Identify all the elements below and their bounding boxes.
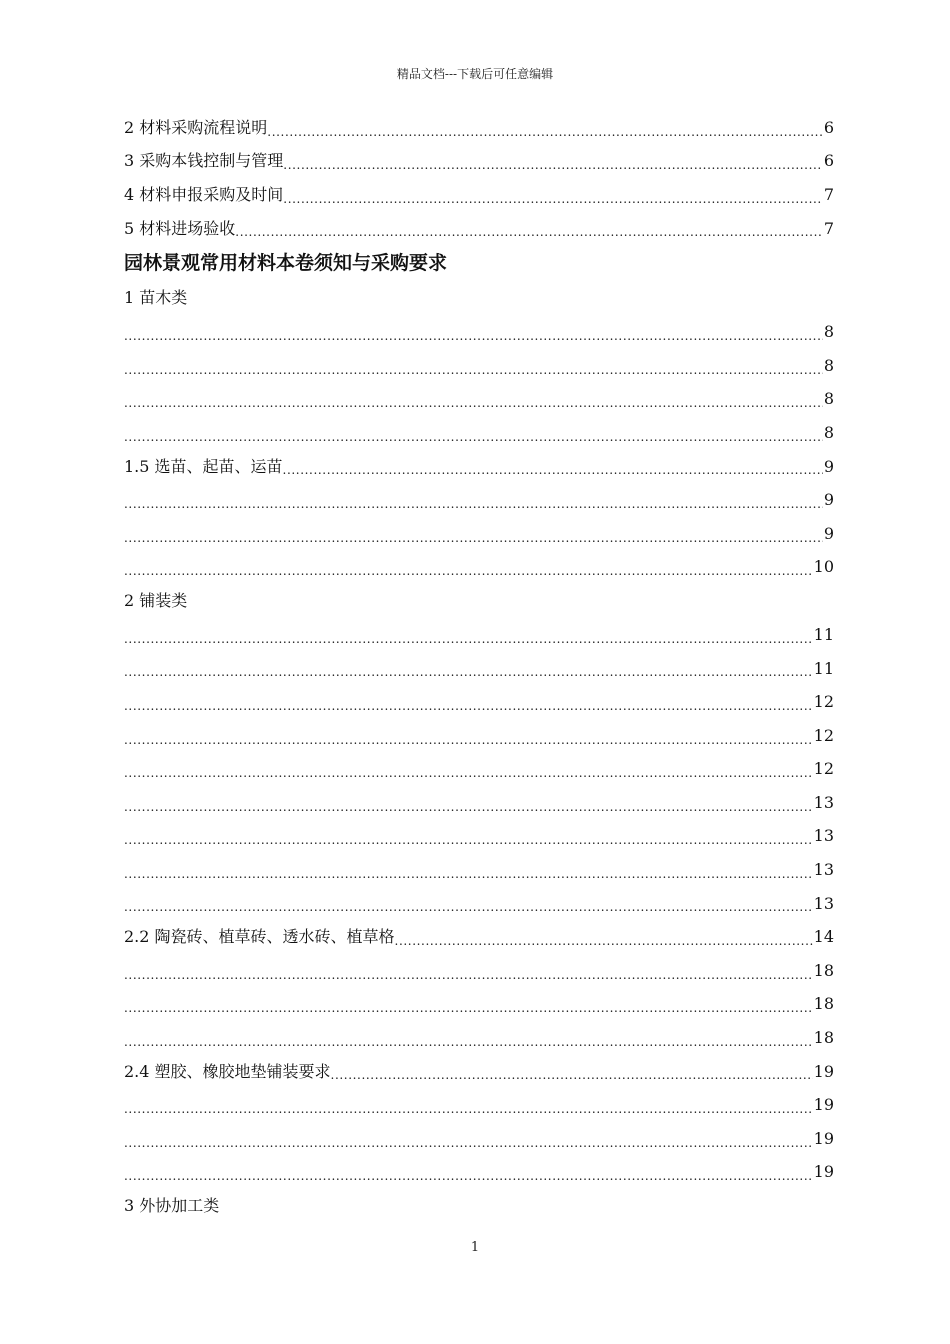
toc-entry bbox=[124, 920, 834, 954]
toc-entry bbox=[124, 954, 834, 988]
toc-heading: 园林景观常用材料本卷须知与采购要求 bbox=[124, 252, 448, 275]
toc-entry-page: 18 bbox=[813, 1028, 834, 1048]
toc-entry-page: 18 bbox=[813, 994, 834, 1014]
dot-leader bbox=[124, 835, 813, 845]
dot-leader bbox=[124, 902, 813, 912]
toc-entry-page: 13 bbox=[813, 792, 834, 812]
toc-entry-page: 19 bbox=[813, 1095, 834, 1115]
dot-leader bbox=[124, 1171, 813, 1181]
toc-entry bbox=[124, 517, 834, 551]
toc-entry bbox=[124, 988, 834, 1022]
dot-leader bbox=[267, 127, 823, 137]
dot-leader bbox=[124, 432, 823, 442]
toc-entry-page: 19 bbox=[813, 1061, 834, 1081]
toc-entry-page: 12 bbox=[813, 692, 834, 712]
toc-entry bbox=[124, 786, 834, 820]
dot-leader bbox=[124, 701, 813, 711]
toc-entry bbox=[124, 719, 834, 753]
dot-leader bbox=[124, 802, 813, 812]
dot-leader bbox=[283, 465, 823, 475]
toc-section-title: 1 苗木类 bbox=[124, 288, 188, 308]
toc-entry-page: 8 bbox=[823, 322, 834, 342]
toc-entry bbox=[124, 450, 834, 484]
toc-entry bbox=[124, 383, 834, 417]
toc-entry bbox=[124, 1156, 834, 1190]
dot-leader bbox=[124, 1104, 813, 1114]
toc-entry-page: 10 bbox=[813, 557, 834, 577]
dot-leader bbox=[124, 1003, 813, 1013]
toc-entry bbox=[124, 551, 834, 585]
dot-leader bbox=[124, 869, 813, 879]
toc-entry-page: 9 bbox=[823, 456, 834, 476]
dot-leader bbox=[124, 331, 823, 341]
toc-entry-page: 13 bbox=[813, 826, 834, 846]
dot-leader bbox=[124, 667, 813, 677]
dot-leader bbox=[124, 566, 813, 576]
toc-entry bbox=[124, 853, 834, 887]
toc-entry-page: 11 bbox=[813, 624, 834, 644]
toc-entry bbox=[124, 1055, 834, 1089]
toc-entry-page: 14 bbox=[813, 927, 834, 947]
page-header: 精品文档---下载后可任意编辑 bbox=[396, 67, 554, 81]
toc-entry-label: 2.4 塑胶、橡胶地垫铺装要求 bbox=[124, 1061, 331, 1081]
toc-entry-page: 9 bbox=[823, 490, 834, 510]
dot-leader bbox=[331, 1070, 813, 1080]
toc-entry-label: 3 采购本钱控制与管理 bbox=[124, 151, 284, 171]
toc-entry bbox=[124, 212, 834, 246]
toc-entry bbox=[124, 618, 834, 652]
toc-entry-label: 4 材料申报采购及时间 bbox=[124, 184, 284, 204]
toc-entry-label: 2 材料采购流程说明 bbox=[124, 117, 268, 137]
dot-leader bbox=[124, 970, 813, 980]
toc-entry-label: 5 材料进场验收 bbox=[124, 218, 236, 238]
dot-leader bbox=[124, 768, 813, 778]
toc-entry bbox=[124, 887, 834, 921]
toc-entry bbox=[124, 349, 834, 383]
dot-leader bbox=[124, 499, 823, 509]
toc-section-title: 3 外协加工类 bbox=[124, 1196, 220, 1216]
dot-leader bbox=[395, 936, 813, 946]
toc-entry-page: 6 bbox=[823, 117, 834, 137]
toc-section-title: 2 铺装类 bbox=[124, 591, 188, 611]
toc-entry bbox=[124, 1088, 834, 1122]
toc-entry bbox=[124, 1122, 834, 1156]
toc-entry bbox=[124, 178, 834, 212]
dot-leader bbox=[283, 160, 823, 170]
dot-leader bbox=[124, 365, 823, 375]
toc-entry-page: 12 bbox=[813, 725, 834, 745]
toc-entry-page: 19 bbox=[813, 1128, 834, 1148]
dot-leader bbox=[124, 1138, 813, 1148]
dot-leader bbox=[124, 533, 823, 543]
toc-entry-page: 8 bbox=[823, 389, 834, 409]
toc-entry-page: 6 bbox=[823, 151, 834, 171]
toc-entry bbox=[124, 111, 834, 145]
page-number: 1 bbox=[470, 1240, 480, 1255]
toc-entry bbox=[124, 145, 834, 179]
dot-leader bbox=[124, 1037, 813, 1047]
toc-entry bbox=[124, 820, 834, 854]
toc-entry bbox=[124, 416, 834, 450]
toc-entry bbox=[124, 315, 834, 349]
toc-entry-page: 19 bbox=[813, 1162, 834, 1182]
toc-entry-page: 8 bbox=[823, 422, 834, 442]
toc-entry-page: 13 bbox=[813, 860, 834, 880]
dot-leader bbox=[124, 398, 823, 408]
toc-entry bbox=[124, 483, 834, 517]
toc-entry bbox=[124, 753, 834, 787]
toc-entry bbox=[124, 685, 834, 719]
toc-entry-page: 12 bbox=[813, 759, 834, 779]
toc-entry-label: 1.5 选苗、起苗、运苗 bbox=[124, 456, 283, 476]
toc-entry-page: 8 bbox=[823, 355, 834, 375]
table-of-contents bbox=[124, 111, 834, 1223]
toc-entry bbox=[124, 652, 834, 686]
toc-entry-page: 13 bbox=[813, 893, 834, 913]
toc-entry-page: 7 bbox=[823, 218, 834, 238]
dot-leader bbox=[235, 227, 823, 237]
dot-leader bbox=[124, 735, 813, 745]
toc-entry-page: 18 bbox=[813, 960, 834, 980]
toc-entry-page: 7 bbox=[823, 184, 834, 204]
toc-entry-page: 11 bbox=[813, 658, 834, 678]
dot-leader bbox=[283, 194, 823, 204]
toc-entry-label: 2.2 陶瓷砖、植草砖、透水砖、植草格 bbox=[124, 927, 395, 947]
dot-leader bbox=[124, 634, 813, 644]
toc-entry-page: 9 bbox=[823, 523, 834, 543]
toc-entry bbox=[124, 1021, 834, 1055]
